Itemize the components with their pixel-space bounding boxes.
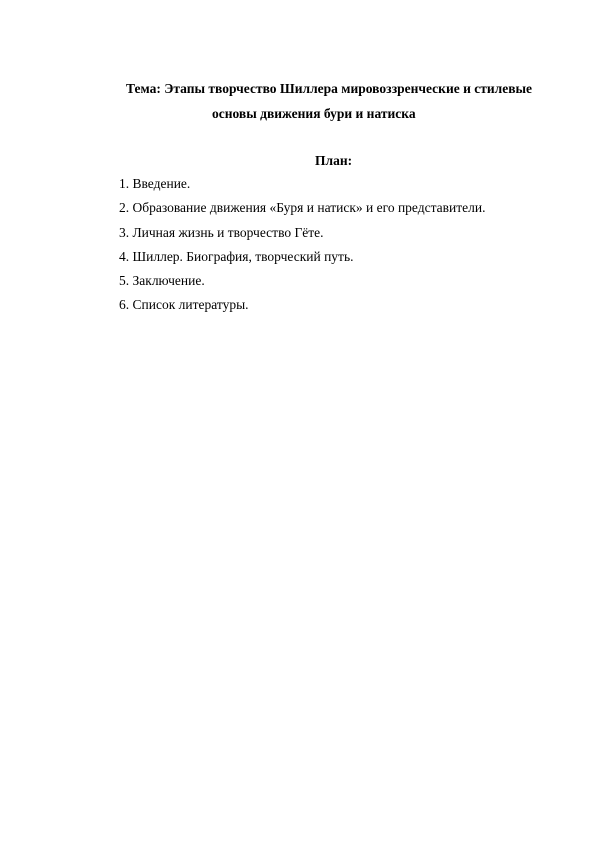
plan-list [119, 176, 485, 322]
plan-item-introduction: 1. Введение. [119, 176, 191, 191]
plan-item-schiller: 4. Шиллер. Биография, творческий путь. [119, 248, 354, 264]
document-title-line-2: основы движения бури и натиска [212, 106, 416, 121]
plan-item-sturm-und-drang: 2. Образование движения «Буря и натиск» и его представители. [119, 200, 486, 216]
plan-item-goethe: 3. Личная жизнь и творчество Гёте. [119, 224, 324, 240]
plan-item-conclusion: 5. Заключение. [119, 273, 205, 289]
document-title-line-1: Тема: Этапы творчество Шиллера мировоззренческие и стилевые [126, 81, 533, 96]
plan-heading: План: [315, 153, 353, 168]
plan-item-bibliography: 6. Список литературы. [119, 297, 249, 313]
